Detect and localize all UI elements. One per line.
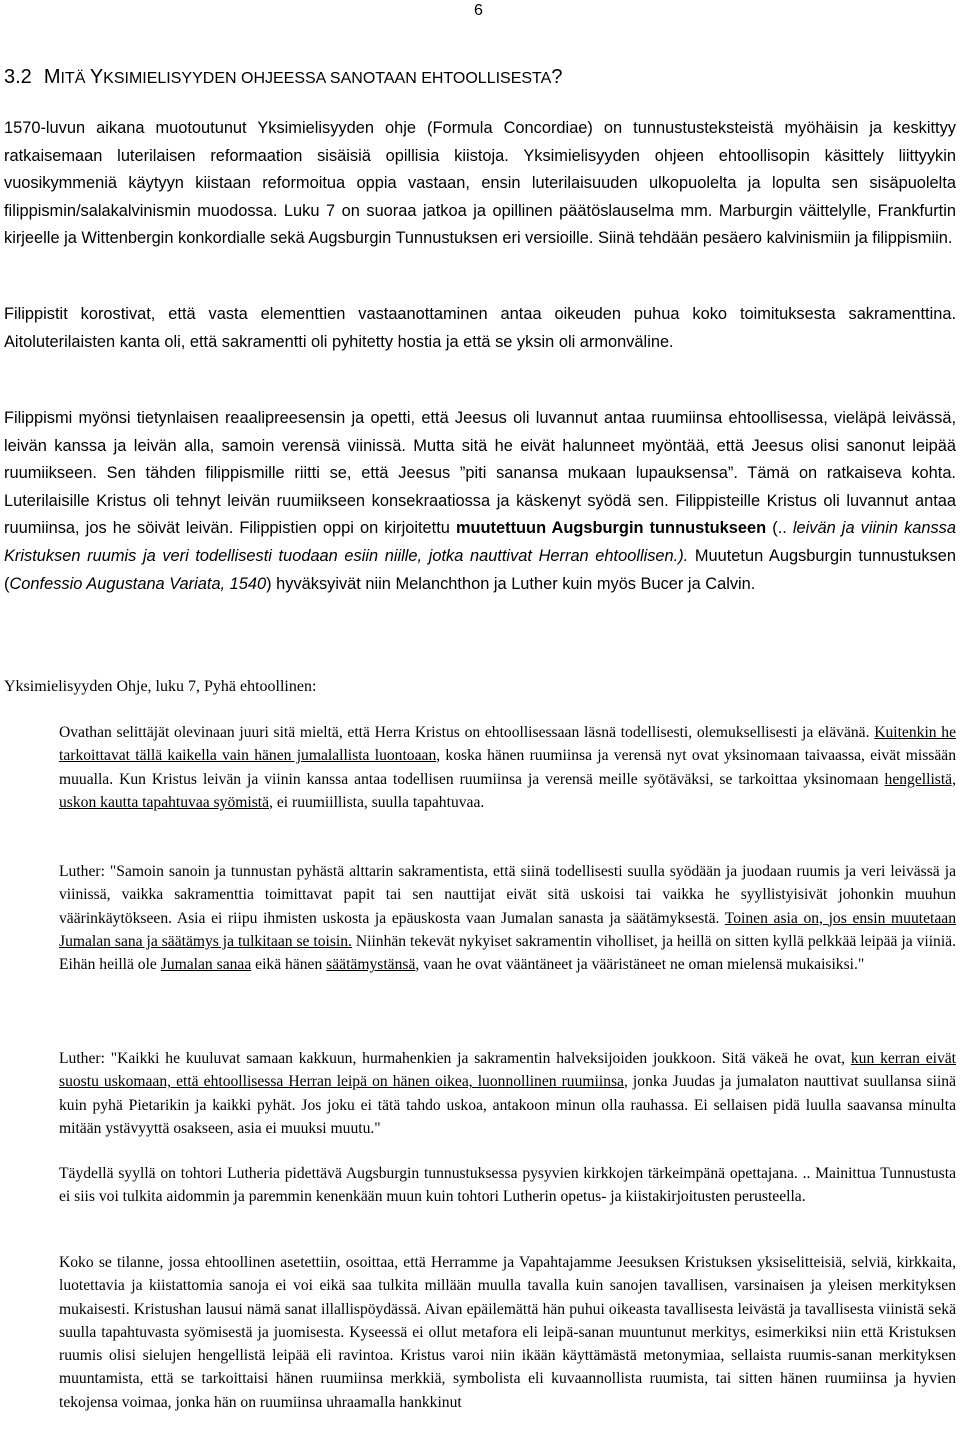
- heading-part: ITÄ: [60, 70, 90, 87]
- italic-text: Confessio Augustana Variata, 1540: [9, 574, 267, 593]
- text-run: (..: [766, 519, 787, 538]
- underlined-text: kun kerran eivät suostu uskomaan, että ehtoollisessa Herran leipä on hänen oikea, luonnollinen ruumiinsa: [59, 1050, 956, 1091]
- quote-luther-samoin: [59, 860, 956, 976]
- text-run: ) hyväksyivät niin Melanchthon ja Luther kuin myös Bucer ja Calvin.: [266, 574, 756, 593]
- quote-selittajat: [59, 721, 956, 814]
- paragraph-filippismi: [4, 405, 956, 598]
- text-run: eikä hänen: [251, 956, 327, 974]
- underlined-text: Jumalan sanaa: [160, 956, 252, 974]
- text-run: , vaan he ovat vääntäneet ja vääristäneet ne oman mielensä mukaisiksi.": [415, 956, 865, 974]
- bold-text: muutettuun Augsburgin tunnustukseen: [455, 519, 767, 538]
- text-run: Muutetun Augsburgin tunnustuksen (: [4, 546, 956, 593]
- text-run: Filippismi myönsi tietynlaisen reaalipreesensin ja opetti, että Jeesus oli luvannut antaa ruumiinsa ehtoollisessa, vieläpä leivässä, leivän kanssa ja leivän alla, samoin verensä viinissä. Mutta sitä he eivät halunneet myöntää, että Jeesus olisi sanonut leipää ruumiikseen. Sen tähden filippismille riitti se, että Jeesus ”piti sanansa mukaan lupauksensa”. Tämä on ratkaiseva kohta. Luterilaisille Kristus oli tehnyt leivän ruumiikseen konsekraatiossa ja käskenyt syödä sen. Filippisteille Kristus oli luvannut antaa ruumiinsa, jos he söivät leivän. Filippistien oppi on kirjoitettu: [4, 409, 956, 538]
- paragraph-filippistit: Filippistit korostivat, että vasta elementtien vastaanottaminen antaa oikeuden puhua koko toimituksesta sakramenttina. Aitoluterilaisten kanta oli, että sakramentti oli pyhitetty hostia ja että se yksin oli armonväline.: [4, 305, 956, 351]
- text-run: , ei ruumiillista, suulla tapahtuvaa.: [269, 793, 485, 811]
- page-number: 6: [474, 2, 483, 19]
- underlined-text: Toinen asia on, jos ensin muutetaan Jumalan sana ja säätämys ja tulkitaan se toisin.: [59, 909, 956, 950]
- underlined-text: hengellistä, uskon kautta tapahtuvaa syömistä: [59, 770, 956, 811]
- quote-caption: Yksimielisyyden Ohje, luku 7, Pyhä ehtoollinen:: [4, 678, 317, 695]
- heading-part: Y: [89, 66, 104, 88]
- heading-part: ?: [551, 66, 563, 88]
- text-run: , koska hänen ruumiinsa ja verensä nyt ovat yksinomaan taivaassa, eivät missään muualla. Kun Kristus leivän ja viinin kanssa antaa todellisen ruumiinsa ja verensä meille syötäväksi, se tarkoittaa yksinomaan: [59, 747, 956, 788]
- section-heading: [4, 66, 562, 89]
- heading-part: M: [43, 66, 61, 88]
- text-run: Niinhän tekevät nykyiset sakramentin viholliset, ja heillä on sitten kyllä pelkkää leipää ja viiniä. Eihän heillä ole: [59, 932, 956, 974]
- italic-text: leivän ja viinin kanssa Kristuksen ruumis ja veri todellisesti tuodaan esiin niille, jotka nauttivat Herran ehtoollisen.).: [4, 519, 956, 565]
- text-run: Luther: "Kaikki he kuuluvat samaan kakkuun, hurmahenkien ja sakramentin halveksijoiden joukkoon. Sitä väkeä he ovat,: [59, 1050, 851, 1067]
- quote-koko-se-tilanne: Koko se tilanne, jossa ehtoollinen asetettiin, osoittaa, että Herramme ja Vapahtajamme Jeesuksen Kristuksen yksiselitteisiä, selviä, kirkkaita, luotettavia ja kiistattomia sanoja ei voi eikä saa tulkita millään muulla tavalla kuin sanojen tavallisen, varsinaisen ja yleisen merkityksen mukaisesti. Kristushan lausui nämä sanat illallispöydässä. Aivan epäilemättä hän puhui oikeasta tavallisesta leivästä ja tavallisesta viinistä sekä suulla tapahtuvasta syömisestä ja juomisesta. Kyseessä ei ollut metafora eli leipä-sanan muuntunut merkitys, esimerkiksi niin että Kristuksen ruumis olisi sielujen hengellistä leipää eli ravintoa. Kristus varoi niin ikään käyttämästä metonymiaa, sellaista ruumis-sanan merkityksen muuntamista, että se tarkoittaisi hänen ruumiinsa merkkiä, symbolista eli kuvaannollista ruumista, tai sitten hänen ruumiinsa ja hyvien tekojensa voimaa, jonka hän on ruumiinsa uhraamalla hankkinut: [59, 1254, 956, 1411]
- quote-taydella-syylla: Täydellä syyllä on tohtori Lutheria pidettävä Augsburgin tunnustuksessa pysyvien kirkkojen tärkeimpänä opettajana. .. Mainittua Tunnustusta ei siis voi tulkita aidommin ja paremmin kenenkään muun kuin tohtori Lutherin opetus- ja kiistakirjoitusten perusteella.: [59, 1165, 956, 1206]
- underlined-text: säätämystänsä: [326, 956, 416, 974]
- quote-luther-kaikki: [59, 1047, 956, 1140]
- text-run: Ovathan selittäjät olevinaan juuri sitä mieltä, että Herra Kristus on ehtoollisessaan läsnä todellisesti, olemuksellisesti ja elävänä.: [59, 724, 875, 741]
- text-run: Luther: "Samoin sanoin ja tunnustan pyhästä alttarin sakramentista, että siinä todellisesti suulla syödään ja juodaan ruumis ja veri leivässä ja viinissä, vaikka sakramenttia toimittavat papit tai sen nauttijat eivät sitä uskoisi tai vaikka he syyllistyisivät johonkin muuhun väärinkäytökseen. Asia ei riipu ihmisten uskosta ja epäuskosta vaan Jumalan sanasta ja säätämyksestä.: [59, 863, 956, 927]
- paragraph-formula-concordiae: 1570-luvun aikana muotoutunut Yksimielisyyden ohje (Formula Concordiae) on tunnustusteksteistä myöhäisin ja keskittyy ratkaisemaan luterilaisen reformaation sisäisiä opillisia kiistoja. Yksimielisyyden ohjeen ehtoollisopin käsittely liittyykin vuosikymmeniä käytyyn kiistaan reformoitua oppia vastaan, ensin luterilaisuuden ulkopuolelta ja lopulta sen sisäpuolelta filippismin/salakalvinismin muodossa. Luku 7 on suoraa jatkoa ja opillinen päätöslauselma mm. Marburgin väittelylle, Frankfurtin kirjeelle ja Wittenbergin konkordialle sekä Augsburgin Tunnustuksen eri versioille. Siinä tehdään pesäero kalvinismiin ja filippismiin.: [4, 119, 956, 248]
- text-run: , jonka Juudas ja jumalaton nauttivat suullansa siinä kuin pyhä Pietarikin ja kaikki pyhät. Jos joku ei tätä tahdo uskoa, antakoon minun olla rauhassa. Ei sellaisen pidä luulla saavansa minulta mitään ystävyyttä osakseen, asia ei muuksi muutu.": [59, 1073, 956, 1137]
- heading-part: KSIMIELISYYDEN OHJEESSA SANOTAAN EHTOOLLISESTA: [103, 70, 552, 87]
- underlined-text: Kuitenkin he tarkoittavat tällä kaikella vain hänen jumalallista luontoaan: [59, 724, 956, 765]
- section-number: 3.2: [4, 66, 32, 88]
